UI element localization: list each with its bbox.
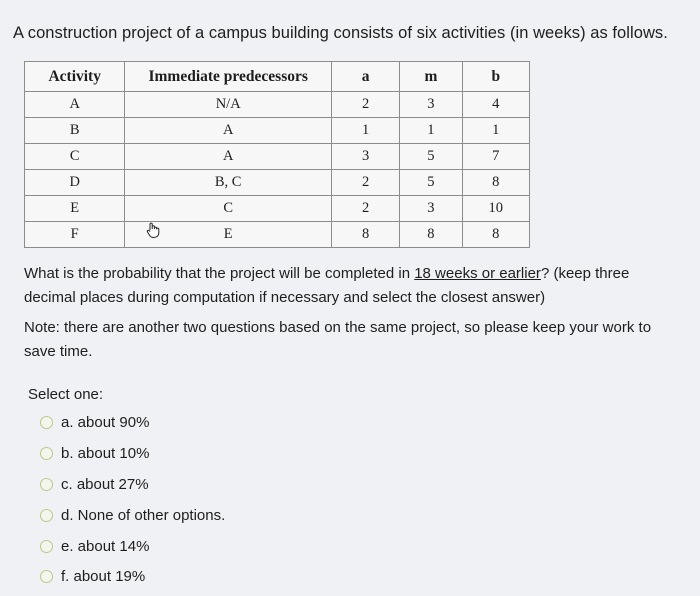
header-activity: Activity	[25, 62, 125, 92]
cell-a: 2	[331, 170, 399, 196]
cell-a: 2	[331, 196, 399, 222]
cell-predecessors: A	[125, 144, 332, 170]
table-row	[25, 196, 530, 222]
radio-button[interactable]	[40, 570, 53, 583]
cell-a: 2	[331, 92, 399, 118]
radio-button[interactable]	[40, 540, 53, 553]
hand-pointer-icon	[144, 221, 162, 244]
cell-activity: D	[25, 170, 125, 196]
table-header-row	[25, 62, 530, 92]
question-underlined: 18 weeks or earlier	[414, 265, 541, 282]
table-row	[25, 92, 530, 118]
cell-m: 5	[400, 170, 462, 196]
intro-text: A construction project of a campus building consists of six activities (in weeks) as follows.	[13, 24, 668, 42]
option-a[interactable]	[40, 414, 149, 431]
cell-predecessors: B, C	[125, 170, 332, 196]
select-one-label: Select one:	[28, 386, 104, 403]
option-label: c. about 27%	[61, 476, 149, 493]
header-a: a	[331, 62, 399, 92]
radio-button[interactable]	[40, 478, 53, 491]
cell-activity: C	[25, 144, 125, 170]
cell-activity: F	[25, 222, 125, 248]
table-row	[25, 222, 530, 248]
option-label: d. None of other options.	[61, 507, 226, 524]
cell-b: 10	[462, 196, 529, 222]
option-label: f. about 19%	[61, 568, 146, 585]
cell-a: 3	[331, 144, 399, 170]
cell-b: 8	[462, 222, 529, 248]
cell-a: 1	[331, 118, 399, 144]
option-label: a. about 90%	[61, 414, 150, 431]
cell-predecessors: E	[125, 222, 332, 248]
option-label: b. about 10%	[61, 445, 150, 462]
option-f[interactable]	[40, 568, 145, 585]
cell-b: 8	[462, 170, 529, 196]
cell-activity: B	[25, 118, 125, 144]
note-text: Note: there are another two questions based on the same project, so please keep your work to save time.	[24, 319, 652, 360]
cell-m: 5	[400, 144, 462, 170]
question-before: What is the probability that the project will be completed in	[24, 265, 415, 282]
cell-activity: A	[25, 92, 125, 118]
cell-m: 3	[400, 92, 462, 118]
header-b: b	[462, 62, 529, 92]
table-row	[25, 144, 530, 170]
question-text	[24, 262, 684, 310]
header-predecessors: Immediate predecessors	[125, 62, 332, 92]
cell-predecessors: C	[125, 196, 332, 222]
cell-a: 8	[331, 222, 399, 248]
table-row	[25, 118, 530, 144]
cell-predecessors: A	[125, 118, 332, 144]
cell-m: 1	[400, 118, 462, 144]
radio-button[interactable]	[40, 447, 53, 460]
option-b[interactable]	[40, 445, 149, 462]
option-d[interactable]	[40, 507, 225, 524]
option-e[interactable]	[40, 538, 149, 555]
option-label: e. about 14%	[61, 538, 150, 555]
cell-predecessors: N/A	[125, 92, 332, 118]
cell-b: 7	[462, 144, 529, 170]
radio-button[interactable]	[40, 416, 53, 429]
activities-table	[24, 61, 530, 248]
radio-button[interactable]	[40, 509, 53, 522]
cell-b: 4	[462, 92, 529, 118]
header-m: m	[400, 62, 462, 92]
cell-b: 1	[462, 118, 529, 144]
question-after: ? (keep three decimal places during computation if necessary and select the closest answer)	[24, 265, 630, 306]
cell-m: 8	[400, 222, 462, 248]
cell-m: 3	[400, 196, 462, 222]
cell-activity: E	[25, 196, 125, 222]
table-row	[25, 170, 530, 196]
option-c[interactable]	[40, 476, 149, 493]
